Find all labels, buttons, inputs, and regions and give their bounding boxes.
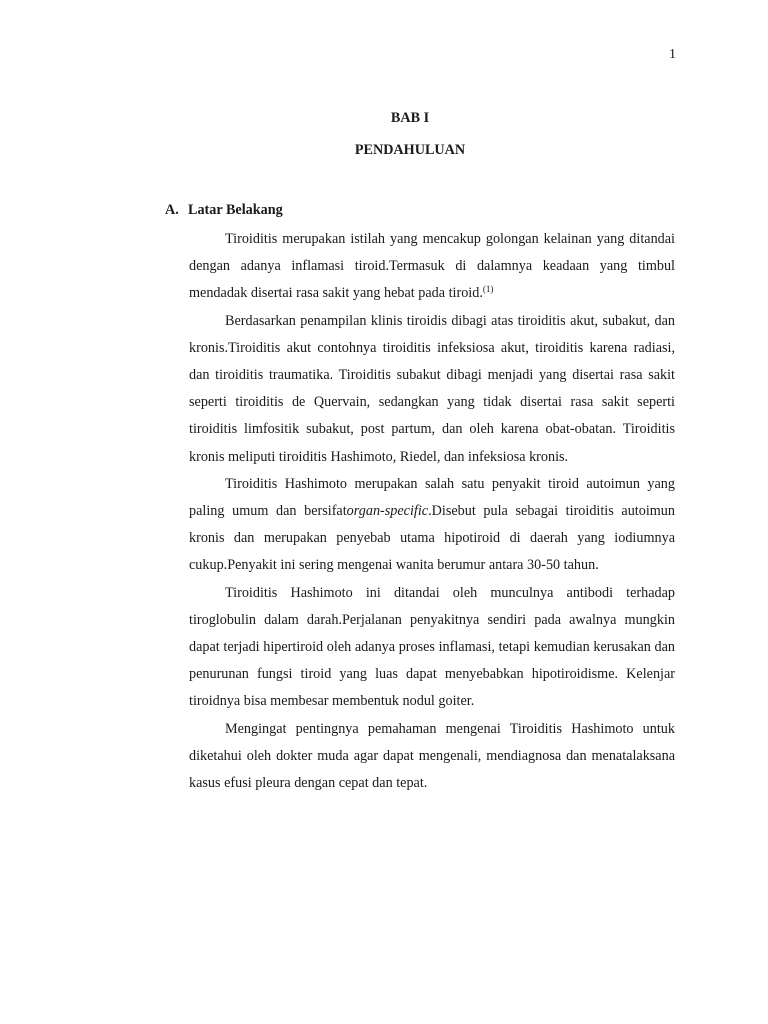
citation-marker: (1) bbox=[482, 284, 494, 295]
paragraph-2 bbox=[189, 308, 675, 471]
paragraph-text: Tiroiditis Hashimoto ini ditandai oleh munculnya antibodi terhadap tiroglobulin dalam darah.Perjalanan penyakitnya sendiri pada awalnya mungkin dapat terjadi hipertiroid oleh adanya proses inflamasi, tetapi kemudian kerusakan dan penurunan fungsi tiroid yang luas dapat menyebabkan hipotiroidisme. Kelenjar tiroidnya bisa membesar membentuk nodul goiter. bbox=[189, 584, 675, 710]
paragraph-text: Berdasarkan penampilan klinis tiroidis dibagi atas tiroiditis akut, subakut, dan kronis.Tiroiditis akut contohnya tiroiditis infeksiosa akut, tiroiditis karena radiasi, dan tiroiditis traumatika. Tiroiditis subakut dibagi menjadi yang disertai rasa sakit seperti tiroiditis de Quervain, sedangkan yang tidak disertai rasa sakit seperti tiroiditis limfositik subakut, post partum, dan oleh karena obat-obatan. Tiroiditis kronis meliputi tiroiditis Hashimoto, Riedel, dan infeksiosa kronis. bbox=[189, 312, 675, 465]
paragraph-4 bbox=[189, 580, 675, 716]
paragraph-3 bbox=[189, 471, 675, 580]
paragraph-text: Tiroiditis merupakan istilah yang mencakup golongan kelainan yang ditandai dengan adanya inflamasi tiroid.Termasuk di dalamnya keadaan yang timbul mendadak disertai rasa sakit yang hebat pada tiroid. bbox=[189, 231, 675, 302]
page-number: 1 bbox=[669, 47, 676, 62]
paragraph-1 bbox=[189, 226, 675, 308]
paragraph-text-after: .Disebut pula sebagai tiroiditis autoimun kronis dan merupakan penyebab utama hipotiroid di daerah yang iodiumnya cukup.Penyakit ini sering mengenai wanita berumur antara 30-50 tahun. bbox=[189, 503, 675, 574]
section-marker: A. bbox=[165, 202, 179, 218]
italic-term: organ-specific bbox=[346, 503, 429, 520]
paragraph-text: Mengingat pentingnya pemahaman mengenai Tiroiditis Hashimoto untuk diketahui oleh dokter muda agar dapat mengenali, mendiagnosa dan menatalaksana kasus efusi pleura dengan cepat dan tepat. bbox=[189, 720, 675, 792]
section-title: Latar Belakang bbox=[188, 202, 283, 218]
section-heading bbox=[165, 202, 283, 219]
chapter-number: BAB I bbox=[390, 110, 430, 126]
chapter-title: PENDAHULUAN bbox=[354, 142, 466, 158]
paragraph-5 bbox=[189, 716, 675, 798]
body-text bbox=[189, 226, 675, 797]
paragraph-text-before: Tiroiditis Hashimoto merupakan salah satu penyakit tiroid autoimun yang paling umum dan bersifat bbox=[189, 475, 675, 520]
